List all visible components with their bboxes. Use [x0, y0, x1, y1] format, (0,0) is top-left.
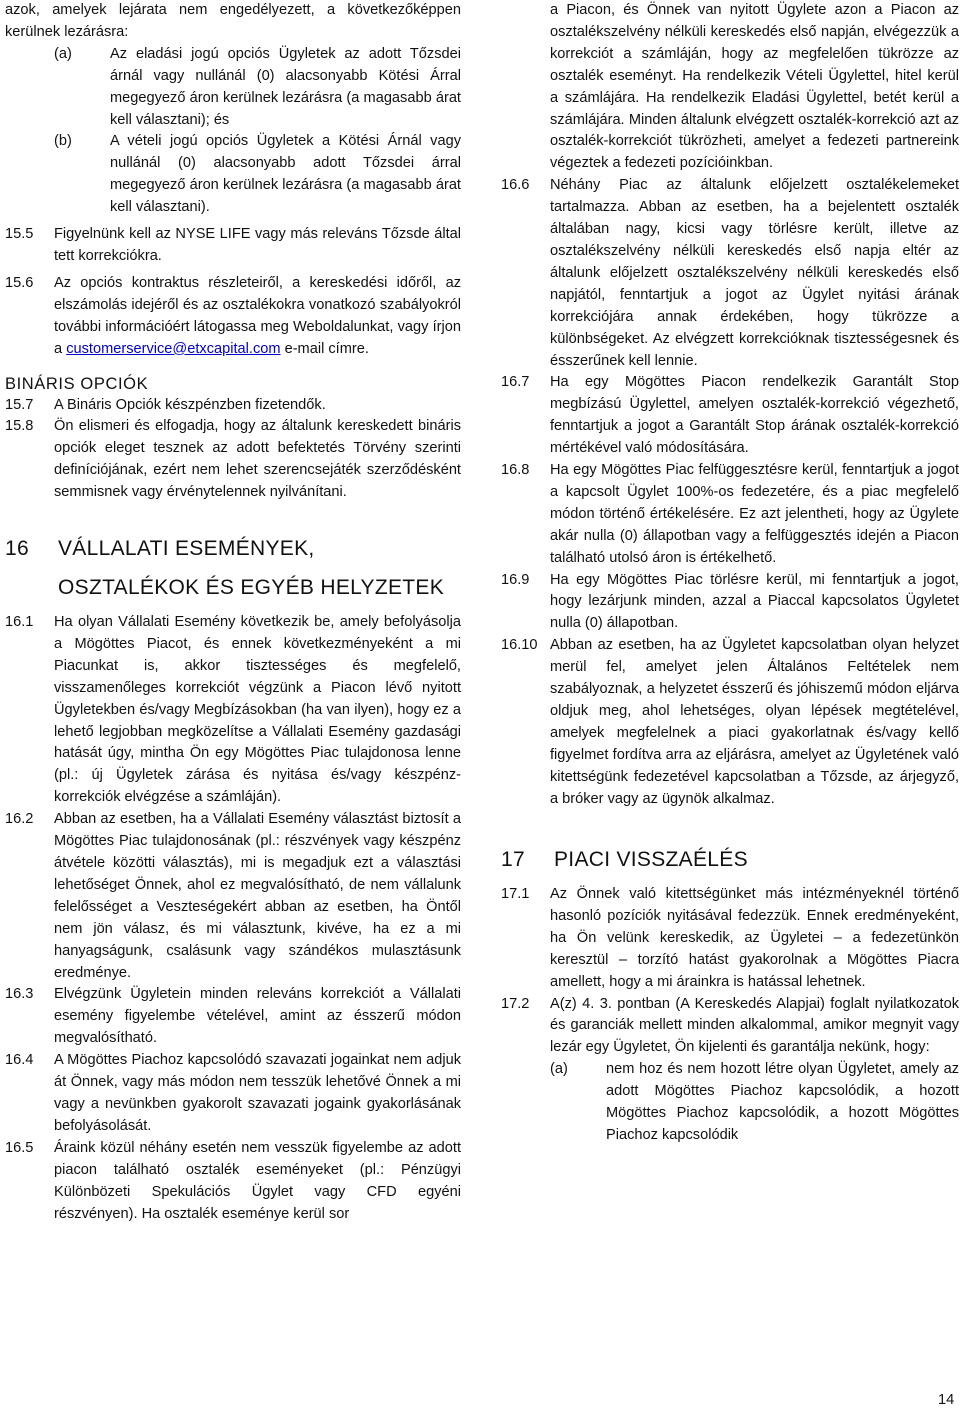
binary-options-heading: BINÁRIS OPCIÓK [5, 374, 149, 393]
clause-number: 16.3 [5, 986, 34, 1003]
clause-16-10 [501, 635, 959, 810]
clause-16-6 [501, 175, 959, 372]
clause-17-2 [501, 994, 959, 1060]
clause-16-3 [5, 984, 461, 1050]
clause-number: 15.5 [5, 226, 34, 243]
right-column [501, 0, 959, 1147]
clause-text: Abban az esetben, ha a Vállalati Esemény választást biztosít a Mögöttes Piac tulajdonosának (pl.: részvények vagy készpénz átvétele közötti választás), mi is megadjuk ezt a választási lehetőséget Önnek, ahol ez megvalósítható, de nem vállalunk felelősséget a Veszteségekért abban az esetben, ha Öntől nem jön válasz, és mi választunk, kivéve, ha ez a mi hanyagságunk, csalásunk vagy szándékos mulasztásunk eredménye. [54, 811, 461, 981]
clause-text: Ha egy Mögöttes Piac törlésre kerül, mi fenntartjuk a jogot, hogy lezárjunk minden, azzal a Piaccal kapcsolatos Ügyletet nulla (0) állapotban. [550, 571, 959, 632]
clause-text: Az Önnek való kitettségünket más intézményeknél történő hasonló pozíciók nyitásával fedezzük. Ennek eredményeként, ha Ön velünk kereskedik, az Ügyletei – a fedezetünkön keresztül – torzító hatást gyakorolnak a Mögöttes Piacra amellett, hogy a mi árainkra is hatással lehetnek. [550, 886, 959, 990]
clause-text: a Piacon, és Önnek van nyitott Ügylete azon a Piacon az osztalékszelvény nélküli kereskedés első napján, elvégezzük a korrekciót a számláján, hogy az megfelelően tükrözze az osztalék eseményt. Ha rendelkezik Vételi Ügylettel, hitel kerül a számlájára. Ha rendelkezik Eladási Ügylettel, betét kerül a számlájára. Minden általunk elvégzett osztalék-korrekció azt az osztalék-korrekciót tükrözheti, amelyet a fedezeti partnereink végeztek a fedezeti pozícióinkban. [550, 2, 959, 172]
page-number: 14 [938, 1392, 955, 1408]
clause-15-8 [5, 416, 461, 504]
clause-text: Áraink közül néhány esetén nem vesszük figyelembe az adott piacon található osztalék eseményeket (pl.: Pénzügyi Különbözeti Spekulációs Ügylet vagy CFD egyéni részvényen). Ha osztalék eseménye kerül sor [54, 1139, 461, 1222]
clause-16-5 [5, 1138, 461, 1226]
clause-number: 15.7 [5, 396, 34, 413]
clause-16-9 [501, 570, 959, 636]
clause-16-1 [5, 612, 461, 809]
item-text: nem hoz és nem hozott létre olyan Ügyletet, amely az adott Mögöttes Piachoz kapcsolódik, a hozott Mögöttes Piachoz kapcsolódik, a hozott Mögöttes Piachoz kapcsolódik [606, 1061, 959, 1143]
left-column [5, 0, 461, 1225]
clause-number: 16.8 [501, 462, 530, 479]
clause-15-4-a [5, 44, 461, 132]
clause-text: A Bináris Opciók készpénzben fizetendők. [54, 396, 326, 413]
clause-number: 15.8 [5, 418, 34, 435]
clause-number: 15.6 [5, 274, 34, 291]
clause-text: Ön elismeri és elfogadja, hogy az általunk kereskedett bináris opciók eleget tesznek az adott befektetés Törvény szerinti definíciójának, ezért nem lehet szerencsejáték szerződésként semmisnek vagy érvénytelennek nyilvánítani. [54, 418, 461, 501]
section-title: VÁLLALATI ESEMÉNYEK, OSZTALÉKOK ÉS EGYÉB HELYZETEK [58, 537, 445, 599]
clause-number: 16.9 [501, 571, 530, 588]
clause-16-5-continued [501, 0, 959, 175]
item-number: (b) [54, 133, 72, 150]
section-17-heading [501, 841, 959, 880]
clause-15-7 [5, 395, 461, 417]
clause-15-6 [5, 273, 461, 361]
clause-16-4 [5, 1050, 461, 1138]
clause-text: A Mögöttes Piachoz kapcsolódó szavazati jogainkat nem adjuk át Önnek, vagy más módon nem tesszük lehetővé Önnek a mi vagy a nevünkben gyakorolt szavazati jogaink gyakorlásának befolyásolását. [54, 1052, 461, 1134]
clause-17-2-a [501, 1059, 959, 1147]
clause-16-7 [501, 372, 959, 460]
clause-text: Figyelnünk kell az NYSE LIFE vagy más releváns Tőzsde által tett korrekciókra. [54, 226, 461, 264]
clause-16-2 [5, 809, 461, 984]
clause-text: Az opciós kontraktus részleteiről, a kereskedési időről, az elszámolás idejéről és az osztalékokra vonatkozó szabályokról további információért látogassa meg Weboldalunkat, vagy írjon a [54, 274, 461, 357]
clause-number: 17.1 [501, 886, 530, 903]
section-title: PIACI VISSZAÉLÉS [554, 847, 748, 871]
section-16-heading [5, 530, 461, 607]
section-number: 17 [501, 847, 525, 871]
clause-16-8 [501, 460, 959, 570]
clause-number: 16.4 [5, 1052, 34, 1069]
clause-number: 16.6 [501, 177, 530, 194]
clause-number: 16.7 [501, 374, 530, 391]
clause-15-5 [5, 224, 461, 268]
email-link[interactable]: customerservice@etxcapital.com [66, 340, 281, 357]
clause-number: 17.2 [501, 995, 530, 1012]
clause-text: Elvégzünk Ügyletein minden releváns korrekciót a Vállalati esemény figyelembe vételével, amint az ésszerű módon megvalósítható. [54, 986, 461, 1047]
item-number: (a) [54, 45, 72, 62]
item-text: Az eladási jogú opciós Ügyletek az adott Tőzsdei árnál vagy nullánál (0) alacsonyabb Kötési Árral megegyező áron kerülnek lezárásra (a magasabb árat kell választani); és [110, 45, 461, 128]
clause-15-4-b [5, 131, 461, 219]
clause-text: Ha egy Mögöttes Piac felfüggesztésre kerül, fenntartjuk a jogot a kapcsolt Ügylet 100%-os fedezetére, és a piac megfelelő módon történő értékelésére. Ez azt jelentheti, hogy az Ügylete akár nulla (0) állapotban vagy a felfüggesztés idején a Piacon található utolsó áron is értékelhető. [550, 462, 959, 566]
clause-number: 16.2 [5, 811, 34, 828]
item-text: A vételi jogú opciós Ügyletek a Kötési Árnál vagy nullánál (0) alacsonyabb adott Tőzsdei árral megegyező áron kerülnek lezárásra (a magasabb árat kell választani). [110, 133, 461, 216]
clause-text: A(z) 4. 3. pontban (A Kereskedés Alapjai) foglalt nyilatkozatok és garanciák mellett minden alkalommal, amikor megnyit vagy lezár egy Ügyletet, Ön kijelenti és garantálja nekünk, hogy: [550, 995, 959, 1056]
clause-number: 16.5 [5, 1139, 34, 1156]
intro-text: azok, amelyek lejárata nem engedélyezett, a következőképpen kerülnek lezárásra: [5, 2, 461, 40]
clause-text: Ha olyan Vállalati Esemény következik be, amely befolyásolja a Mögöttes Piacot, és ennek következményeként a mi Piacunkat is, akkor tisztességes és megfelelő, visszamenőleges korrekciót végzünk a Piacon lévő nyitott Ügyletekben és/vagy Megbízásokban (ha van ilyen), hogy ez a lehető legjobban megközelítse a Vállalati Esemény gazdasági hatását úgy, mintha Ön egy Mögöttes Piac tulajdonosa lenne (pl.: új Ügyletek zárása és nyitása és/vagy készpénz-korrekciók elvégzése a számláján). [54, 614, 461, 806]
clause-17-1 [501, 884, 959, 994]
clause-number: 16.1 [5, 614, 34, 631]
section-number: 16 [5, 537, 29, 561]
clause-text: Ha egy Mögöttes Piacon rendelkezik Garantált Stop megbízású Ügylettel, amelyen osztalék-korrekció végezhető, fenntartjuk a jogot a Garantált Stop árának osztalék-korrekció mértékével való módosítására. [550, 374, 959, 457]
clause-text: Néhány Piac az általunk előjelzett osztalékelemeket tartalmazza. Abban az esetben, ha a bejelentett osztalék általában nagy, kicsi vagy törlésre került, illetve az osztalékszelvény nélküli kereskedés első napja eltér az általunk előjelzett osztalékszelvény nélküli kereskedés első napjától, fenntartjuk a jogot az Ügylet nyitási árának korrekciójára annak érdekében, hogy tükrözze a különbségeket. Az elvégzett korrekcióknak tisztességesnek és ésszerűnek kell lennie. [550, 177, 959, 369]
clause-text: Abban az esetben, ha az Ügyletet kapcsolatban olyan helyzet merül fel, amelyet jelen Általános Feltételek nem szabályoznak, a helyzetet ésszerű és jóhiszemű módon eljárva oldjuk meg, ahol lehetséges, olyan lépések megtételével, amelyek megfelelnek a piaci gyakorlatnak és/vagy kellő figyelmet fordítva arra az eljárásra, amelyet az Ügyletének való kitettségünk fedezetével kapcsolatban a Tőzsde, az árjegyző, a bróker vagy az ügynök alkalmaz. [550, 637, 959, 807]
item-number: (a) [550, 1061, 568, 1078]
clause-text-tail: e-mail címre. [280, 340, 369, 357]
clause-number: 16.10 [501, 637, 538, 654]
